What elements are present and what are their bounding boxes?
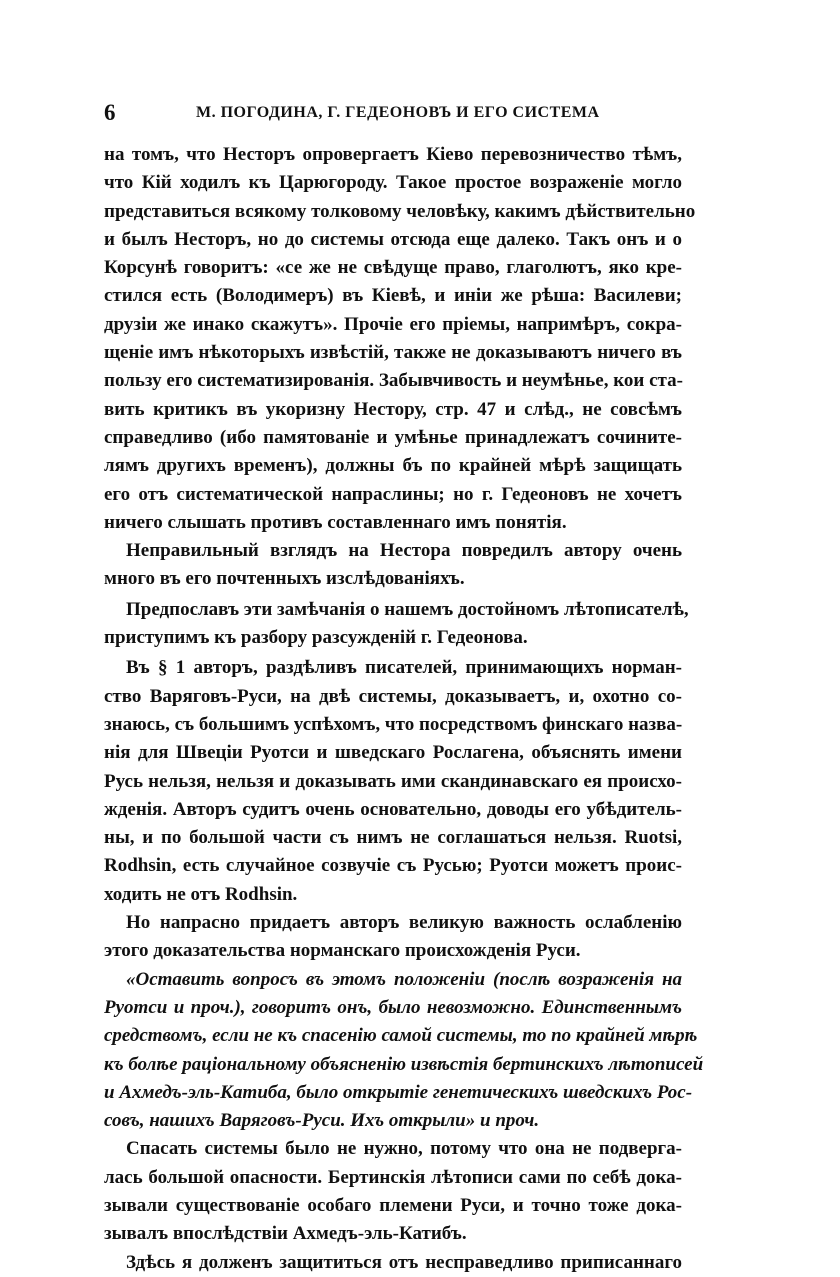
text-line: Корсунѣ говоритъ: «се же не свѣдуще право, глаголютъ, яко кре- [104,257,682,279]
text-line: лась большой опасности. Бертинскія лѣтописи сами по себѣ дока- [104,1166,682,1188]
text-line: ны, и по большой части съ нимъ не соглашаться нельзя. Ruotsi, [104,827,682,849]
text-line: пользу его систематизированія. Забывчивость и неумѣнье, кои ста- [104,370,683,392]
text-line: Русь нельзя, нельзя и доказывать ими скандинавскаго ея происхо- [104,770,682,792]
text-line: Спасать системы было не нужно, потому что она не подверга- [126,1138,682,1160]
text-line: знаюсь, съ большимъ успѣхомъ, что посредствомъ финскаго назва- [104,713,683,735]
text-line: много въ его почтенныхъ изслѣдованіяхъ. [104,568,465,590]
quote-line: Руотси и проч.), говоритъ онъ, было невозможно. Единственнымъ [104,996,682,1018]
page-header [104,100,682,128]
text-line: зывалъ впослѣдствіи Ахмедъ-эль-Катибъ. [104,1223,467,1245]
text-line: Но напрасно придаетъ авторъ великую важность ослабленію [126,912,682,934]
quote-line: совъ, нашихъ Варяговъ-Руси. Ихъ открыли» и проч. [104,1110,540,1132]
text-line: друзіи же инако скажутъ». Прочіе его пріемы, напримѣръ, сокра- [104,313,682,335]
text-line: ходить не отъ Rodhsin. [104,883,298,905]
text-line: его отъ систематической напраслины; но г. Гедеоновъ не хочетъ [104,483,682,505]
text-line: зывали существованіе особаго племени Руси, и точно тоже дока- [104,1194,682,1216]
text-line: Здѣсь я долженъ защититься отъ несправедливо приписаннаго [126,1251,682,1273]
text-line: на томъ, что Несторъ опровергаетъ Кіево перевозничество тѣмъ, [104,144,682,165]
text-line: ничего слышать противъ составленнаго имъ понятія. [104,511,567,533]
text-line: этого доказательства норманскаго происхожденія Руси. [104,940,581,962]
text-line: справедливо (ибо памятованіе и умѣнье принадлежатъ сочините- [104,426,682,448]
text-line: нія для Швеціи Руотси и шведскаго Рослагена, объяснять имени [104,742,682,764]
quote-line: средствомъ, если не къ спасенію самой системы, то по крайней мѣрѣ [104,1025,698,1047]
text-line: щеніе имъ нѣкоторыхъ извѣстій, также не доказываютъ ничего въ [104,342,682,364]
text-line: Въ § 1 авторъ, раздѣливъ писателей, принимающихъ норман- [126,657,682,679]
text-line: лямъ другихъ временъ), должны бъ по крайней мѣрѣ защищать [104,455,682,477]
running-head: М. ПОГОДИНА, Г. ГЕДЕОНОВЪ И ЕГО СИСТЕМА [196,104,600,121]
quote-line: и Ахмедъ-эль-Катиба, было открытіе генетическихъ шведскихъ Рос- [104,1081,693,1103]
text-line: представиться всякому толковому человѣку, какимъ дѣйствительно [104,200,696,222]
quote-line: къ болѣе раціональному объясненію извѣстія бертинскихъ лѣтописей [104,1053,704,1075]
text-line: стился есть (Володимеръ) въ Кіевѣ, и иніи же рѣша: Василеви; [104,285,682,307]
text-line: ство Варяговъ-Руси, на двѣ системы, доказываетъ, и, охотно со- [104,685,682,707]
text-line: Rodhsin, есть случайное созвучіе съ Русью; Руотси можетъ проис- [104,855,682,877]
text-line: Предпославъ эти замѣчанія о нашемъ достойномъ лѣтописателѣ, [126,598,689,620]
page-number: 6 [104,100,116,125]
quote-line: «Оставить вопросъ въ этомъ положеніи (послѣ возраженія на [126,968,682,990]
text-line: что Кій ходилъ къ Царюгороду. Такое простое возраженіе могло [104,172,682,194]
text-line: вить критикъ въ укоризну Нестору, стр. 47 и слѣд., не совсѣмъ [104,398,682,420]
body-text [104,141,704,1277]
text-line: и былъ Несторъ, но до системы отсюда еще далеко. Такъ онъ и о [104,228,682,250]
text-line: Неправильный взглядъ на Нестора повредилъ автору очень [126,540,682,562]
text-line: жденія. Авторъ судитъ очень основательно, доводы его убѣдитель- [104,798,682,820]
text-line: приступимъ къ разбору разсужденій г. Гедеонова. [104,627,528,649]
